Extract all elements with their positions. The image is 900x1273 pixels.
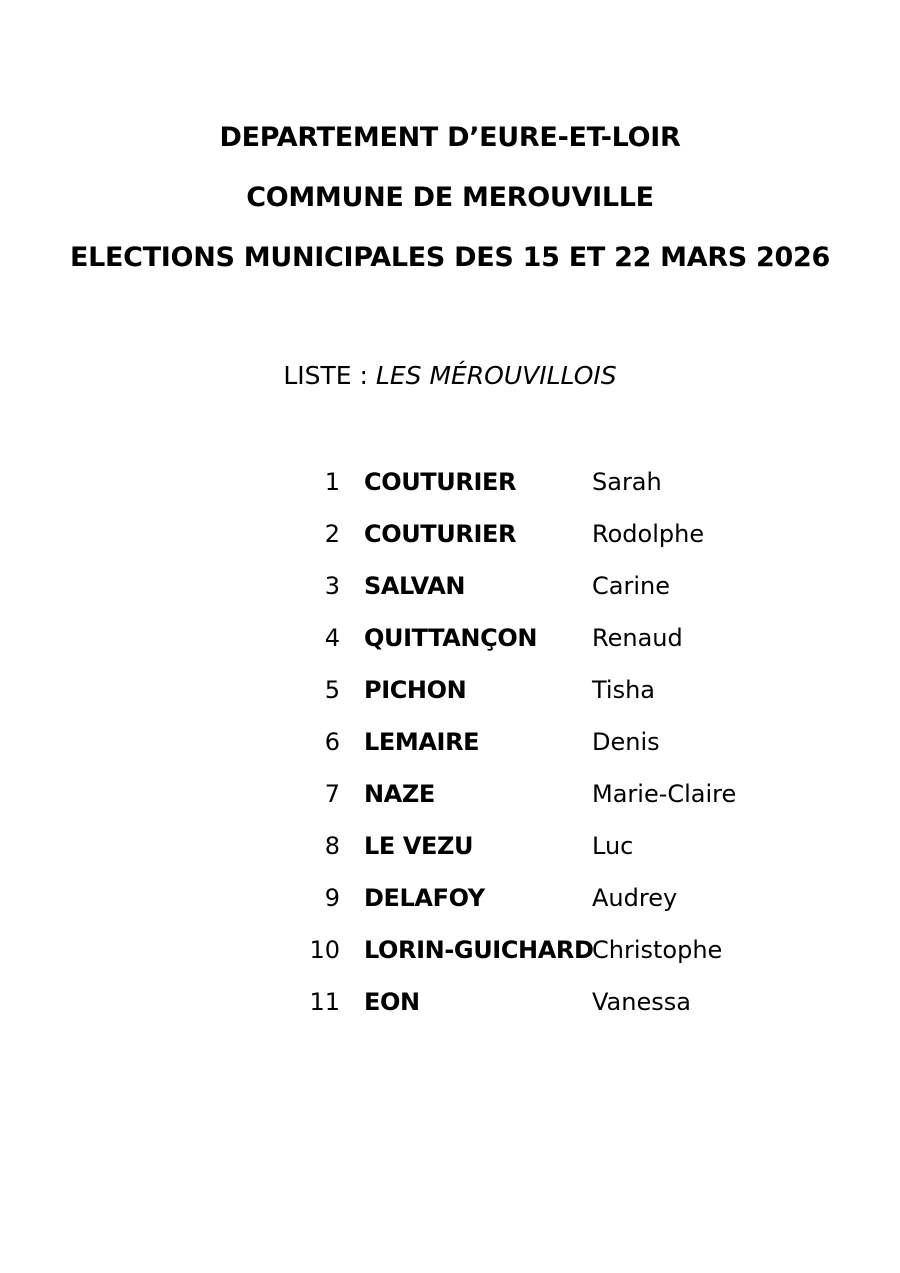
candidate-rank: 2 xyxy=(324,520,340,548)
candidate-list xyxy=(300,456,820,1028)
candidate-first-name: Rodolphe xyxy=(592,520,705,548)
candidate-first-name: Luc xyxy=(592,832,634,860)
candidate-rank: 9 xyxy=(324,884,340,912)
candidate-first-name: Carine xyxy=(592,572,670,600)
candidate-rank: 4 xyxy=(324,624,340,652)
candidate-row xyxy=(300,872,820,924)
candidate-last-name: SALVAN xyxy=(364,572,466,600)
candidate-row xyxy=(300,508,820,560)
candidate-rank: 1 xyxy=(324,468,340,496)
document-header xyxy=(0,108,900,288)
candidate-last-name: LE VEZU xyxy=(364,832,474,860)
department-title: DEPARTEMENT D’EURE-ET-LOIR xyxy=(219,122,681,153)
candidate-rank: 6 xyxy=(324,728,340,756)
candidate-row xyxy=(300,768,820,820)
candidate-last-name: COUTURIER xyxy=(364,468,517,496)
list-name: LES MÉROUVILLOIS xyxy=(375,361,617,390)
candidate-rank: 3 xyxy=(324,572,340,600)
list-title xyxy=(0,356,900,396)
candidate-rank: 8 xyxy=(324,832,340,860)
candidate-row xyxy=(300,976,820,1028)
candidate-row xyxy=(300,924,820,976)
candidate-last-name: COUTURIER xyxy=(364,520,517,548)
candidate-rank: 5 xyxy=(324,676,340,704)
candidate-first-name: Christophe xyxy=(592,936,723,964)
candidate-first-name: Denis xyxy=(592,728,660,756)
candidate-last-name: PICHON xyxy=(364,676,467,704)
candidate-row xyxy=(300,560,820,612)
candidate-row xyxy=(300,456,820,508)
candidate-row xyxy=(300,716,820,768)
candidate-row xyxy=(300,612,820,664)
candidate-first-name: Audrey xyxy=(592,884,678,912)
candidate-first-name: Sarah xyxy=(592,468,662,496)
candidate-first-name: Tisha xyxy=(592,676,656,704)
commune-title: COMMUNE DE MEROUVILLE xyxy=(246,182,654,213)
candidate-row xyxy=(300,820,820,872)
election-title: ELECTIONS MUNICIPALES DES 15 ET 22 MARS 2026 xyxy=(69,242,831,273)
candidate-rank: 11 xyxy=(309,988,340,1016)
candidate-last-name: NAZE xyxy=(364,780,435,808)
candidate-first-name: Renaud xyxy=(592,624,683,652)
candidate-last-name: DELAFOY xyxy=(364,884,485,912)
candidate-row xyxy=(300,664,820,716)
candidate-rank: 7 xyxy=(324,780,340,808)
candidate-last-name: QUITTANÇON xyxy=(364,624,538,652)
list-prefix: LISTE : xyxy=(283,361,376,390)
candidate-first-name: Marie-Claire xyxy=(592,780,737,808)
candidate-last-name: LEMAIRE xyxy=(364,728,480,756)
candidate-last-name: EON xyxy=(364,988,420,1016)
candidate-rank: 10 xyxy=(309,936,340,964)
candidate-first-name: Vanessa xyxy=(592,988,691,1016)
candidate-last-name: LORIN-GUICHARD xyxy=(364,936,594,964)
